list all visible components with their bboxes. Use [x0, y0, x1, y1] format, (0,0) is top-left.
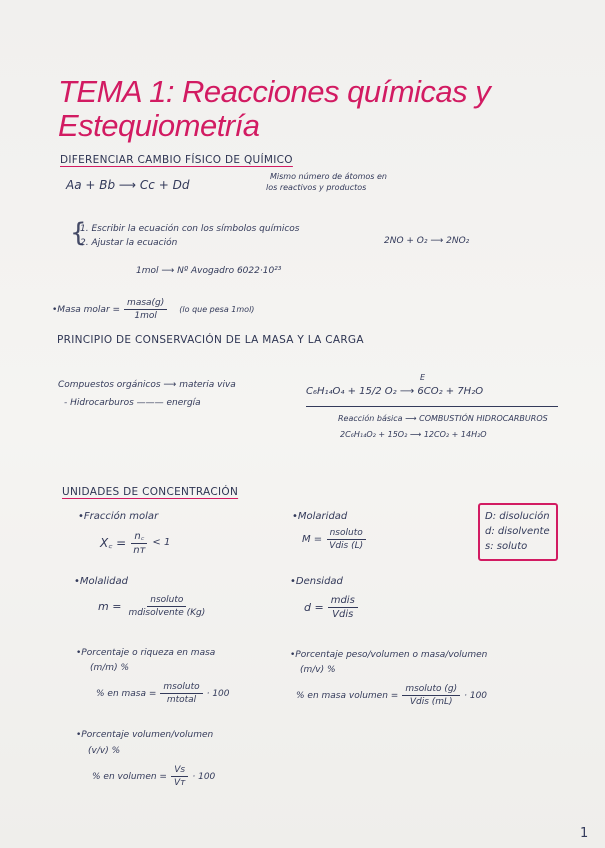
energy-label: E — [420, 373, 426, 382]
molalidad-lhs: m = — [98, 600, 122, 613]
pct-mm-sublabel: (m/m) % — [90, 663, 130, 673]
underline-rule — [306, 406, 558, 407]
pct-vv-den: Vᴛ — [173, 778, 186, 788]
molalidad-fraction — [125, 595, 208, 618]
densidad-fraction — [328, 595, 358, 620]
densidad-den: Vdis — [332, 609, 354, 620]
molar-mass-note: (lo que pesa 1mol) — [179, 305, 255, 314]
molaridad-num: nsoluto — [327, 528, 366, 540]
legend-box — [478, 503, 558, 561]
molaridad-den: Vdis (L) — [329, 541, 364, 551]
fraccion-molar-formula — [100, 528, 170, 556]
molar-mass-fraction — [124, 298, 167, 321]
molar-mass-label: •Masa molar = — [52, 304, 121, 315]
densidad-label: •Densidad — [290, 576, 343, 587]
mol-definition: 1mol ⟶ Nº Avogadro 6022·10²³ — [136, 266, 282, 276]
brace: { — [70, 218, 87, 248]
pct-mv-num: msoluto (g) — [402, 684, 460, 696]
densidad-lhs: d = — [304, 601, 324, 614]
fraccion-molar-label: •Fracción molar — [78, 511, 159, 522]
fraccion-molar-lhs: X꜀ = — [100, 535, 127, 550]
pct-mv-sublabel: (m/v) % — [300, 665, 336, 675]
densidad-num: mdis — [328, 595, 358, 608]
fraccion-molar-rhs: < 1 — [152, 536, 171, 548]
pct-vv-sublabel: (v/v) % — [88, 746, 121, 756]
pct-mv-fraction — [402, 684, 460, 707]
pct-vv-label: •Porcentaje volumen/volumen — [76, 730, 214, 740]
fraccion-molar-fraction — [130, 528, 148, 556]
pct-mm-lhs: % en masa = — [96, 688, 157, 699]
pct-mv-den: Vdis (mL) — [409, 697, 453, 707]
molar-mass — [52, 298, 254, 321]
legend-disolucion: D: disolución — [485, 511, 550, 522]
pct-mm-formula — [96, 682, 230, 705]
equation-note-line2: los reactivos y productos — [266, 183, 367, 192]
pct-mm-rhs: · 100 — [206, 688, 230, 699]
molaridad-fraction — [326, 528, 366, 551]
page-number: 1 — [580, 826, 589, 841]
pct-vv-formula — [92, 765, 215, 788]
pct-mv-rhs: · 100 — [464, 690, 488, 701]
molar-mass-num: masa(g) — [124, 298, 167, 310]
molaridad-label: •Molaridad — [292, 511, 348, 522]
molaridad-lhs: M = — [302, 534, 323, 545]
page-title-line2: Estequiometría — [58, 108, 260, 143]
combustion-equation: C₆H₁₄O₄ + 15/2 O₂ ⟶ 6CO₂ + 7H₂O — [306, 386, 484, 397]
molaridad-formula — [302, 528, 366, 551]
densidad-formula — [304, 595, 358, 620]
example-equation: 2NO + O₂ ⟶ 2NO₂ — [384, 236, 470, 246]
basic-reaction: Reacción básica ⟶ COMBUSTIÓN HIDROCARBUROS — [338, 414, 548, 423]
pct-mv-label: •Porcentaje peso/volumen o masa/volumen — [290, 650, 488, 660]
molar-mass-den: 1mol — [134, 311, 157, 321]
pct-vv-num: Vs — [171, 765, 188, 777]
molalidad-label: •Molalidad — [74, 576, 128, 587]
section-heading-unidades: UNIDADES DE CONCENTRACIÓN — [62, 486, 239, 498]
fraccion-molar-den: nᴛ — [133, 545, 146, 556]
step-2: 2. Ajustar la ecuación — [80, 238, 178, 248]
molalidad-den: mdisolvente (Kg) — [128, 608, 206, 618]
general-equation: Aa + Bb ⟶ Cc + Dd — [66, 178, 190, 192]
organic-line1: Compuestos orgánicos ⟶ materia viva — [58, 380, 236, 390]
pct-mm-den: mtotal — [166, 695, 197, 705]
fraccion-molar-num: n꜀ — [131, 528, 147, 544]
pct-mv-formula — [296, 684, 487, 707]
pct-mm-label: •Porcentaje o riqueza en masa — [76, 648, 216, 658]
legend-soluto: s: soluto — [485, 541, 528, 552]
equation-note-line1: Mismo número de átomos en — [270, 172, 387, 181]
molalidad-num: nsoluto — [147, 595, 186, 607]
pct-mm-num: msoluto — [160, 682, 202, 694]
page-title: TEMA 1: Reacciones químicas y — [58, 74, 491, 109]
pct-vv-rhs: · 100 — [192, 771, 216, 782]
pct-mv-lhs: % en masa volumen = — [296, 690, 399, 701]
legend-disolvente: d: disolvente — [485, 526, 550, 537]
step-1: 1. Escribir la ecuación con los símbolos químicos — [80, 224, 300, 234]
combustion-equation-2: 2C₆H₁₄O₂ + 15O₂ ⟶ 12CO₂ + 14H₂O — [340, 430, 487, 439]
section-heading-conservacion: PRINCIPIO DE CONSERVACIÓN DE LA MASA Y LA CARGA — [57, 334, 364, 346]
section-heading-cambio: DIFERENCIAR CAMBIO FÍSICO DE QUÍMICO — [60, 154, 293, 166]
molalidad-formula — [98, 595, 208, 618]
organic-line2: - Hidrocarburos ——— energía — [64, 398, 201, 408]
pct-mm-fraction — [160, 682, 202, 705]
pct-vv-lhs: % en volumen = — [92, 771, 167, 782]
pct-vv-fraction — [171, 765, 188, 788]
